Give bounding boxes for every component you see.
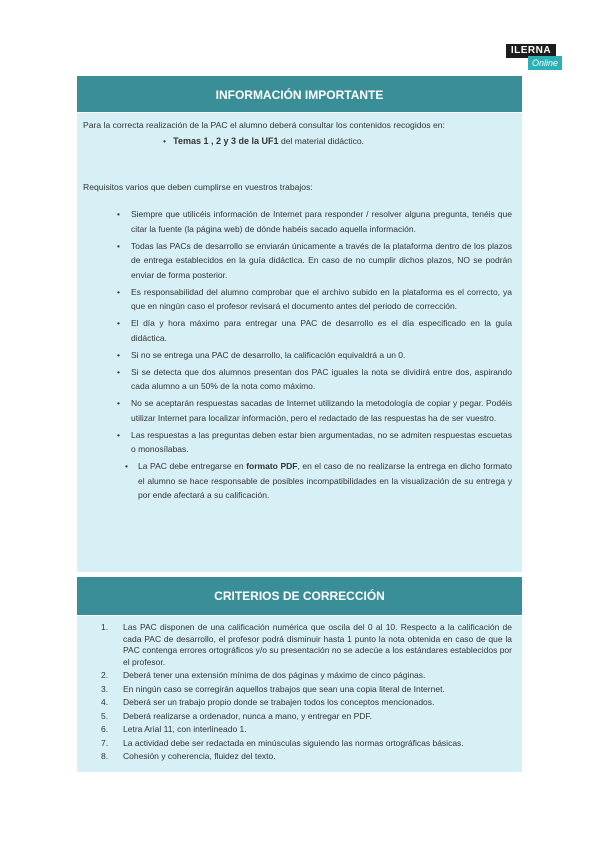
criterio-item (83, 751, 516, 763)
criterio-text: Deberá realizarse a ordenador, nunca a mano, y entregar en PDF. (123, 710, 373, 721)
temas-bold: Temas 1 , 2 y 3 de la UF1 (173, 136, 279, 146)
bullet: • (117, 349, 120, 360)
criterio-item (83, 670, 516, 682)
bullet: • (117, 366, 120, 377)
requisitos-list (83, 207, 516, 503)
pdf-text-bold: formato PDF (246, 461, 298, 471)
criterio-text: La actividad debe ser redactada en minúsculas siguiendo las normas ortográficas básicas. (123, 737, 464, 748)
criterios-section-body (77, 616, 522, 772)
criterio-item (83, 738, 516, 750)
criterio-number: 6. (101, 724, 109, 734)
info-intro: Para la correcta realización de la PAC el alumno deberá consultar los contenidos recogidos en: (83, 120, 445, 130)
list-item-text: El día y hora máximo para entregar una PAC de desarrollo es el día especificado en la guía didáctica. (131, 318, 512, 343)
list-item (83, 285, 516, 314)
criterio-text: Cohesión y coherencia, fluidez del texto. (123, 751, 276, 761)
list-item-text: Siempre que utilicéis información de Internet para responder / resolver alguna pregunta, tenéis que citar la fuente (la página web) de dónde habéis sacado aquella información. (131, 209, 512, 234)
list-item-text: Las respuestas a las preguntas deben estar bien argumentadas, no se admiten respuestas escuetas o monosílabas. (131, 429, 512, 454)
list-item (83, 396, 516, 425)
list-item-text: Es responsabilidad del alumno comprobar que el archivo subido en la plataforma es el correcto, ya que en ningún caso el profesor revisará el documento antes del periodo de corrección. (131, 286, 512, 311)
criterio-item (83, 697, 516, 709)
criterio-number: 1. (101, 622, 109, 632)
criterio-item (83, 711, 516, 723)
requisitos-heading: Requisitos varios que deben cumplirse en vuestros trabajos: (83, 182, 313, 192)
criterio-number: 4. (101, 697, 109, 707)
list-item-pdf (83, 459, 516, 503)
criterio-number: 8. (101, 751, 109, 761)
pdf-text-pre: La PAC debe entregarse en (138, 461, 247, 471)
criterio-number: 7. (101, 737, 109, 748)
criterio-text: Deberá tener una extensión mínima de dos páginas y máximo de cinco páginas. (123, 670, 426, 680)
list-item-text: Si no se entrega una PAC de desarrollo, la calificación equivaldrá a un 0. (131, 349, 406, 360)
list-item (83, 348, 516, 363)
info-section-title: INFORMACIÓN IMPORTANTE (77, 76, 522, 112)
ilerna-logo (506, 44, 556, 70)
bullet: • (117, 398, 120, 408)
list-item-text: Si se detecta que dos alumnos presentan dos PAC iguales la nota se dividirá entre dos, aspirando cada alumno a un 50% de la nota como máximo. (131, 366, 512, 391)
criterio-text: Las PAC disponen de una calificación numérica que oscila del 0 al 10. Respecto a la calificación de cada PAC de desarrollo, el profesor podrá disminuir hasta 1 punto la nota obtenida en caso de que la PAC contenga errores ortográficos y/o su presentación no se adecúe a los estándares establecidos por el profesor. (123, 622, 512, 667)
criterio-item (83, 622, 516, 668)
criterio-number: 2. (101, 670, 109, 680)
criterio-item (83, 724, 516, 736)
bullet: • (117, 286, 120, 297)
criterio-number: 3. (101, 683, 109, 694)
criterios-section-title: CRITERIOS DE CORRECCIÓN (77, 577, 522, 615)
criterio-text: En ningún caso se corregirán aquellos trabajos que sean una copia literal de Internet. (123, 683, 445, 694)
info-section-body (77, 113, 522, 572)
criterio-text: Deberá ser un trabajo propio donde se trabajen todos los conceptos mencionados. (123, 697, 435, 707)
list-item (83, 239, 516, 283)
logo-top-text: ILERNA (506, 44, 556, 58)
bullet: • (125, 461, 128, 471)
list-item (83, 428, 516, 457)
list-item (83, 207, 516, 236)
temas-rest: del material didáctico. (278, 136, 365, 146)
list-item (83, 365, 516, 394)
bullet: • (117, 318, 120, 328)
bullet: • (117, 209, 120, 219)
logo-bottom-text: Online (528, 56, 562, 70)
bullet: • (117, 429, 120, 440)
temas-bullet: • (163, 136, 174, 146)
temas-line (163, 135, 516, 147)
pdf-text-post: , en el caso de no realizarse la entrega en dicho formato el alumno se hace responsable de posibles incompatibilidades en la visualización de su entrega y por ende afectará a su calificación. (138, 461, 513, 500)
list-item (83, 316, 516, 345)
list-item-text: No se aceptarán respuestas sacadas de Internet utilizando la metodología de copiar y pegar. Podéis utilizar Internet para localizar información, pero el redactado de las respuestas ha de ser vuestro. (131, 398, 512, 423)
bullet: • (117, 240, 120, 251)
criterio-number: 5. (101, 710, 109, 721)
list-item-text: Todas las PACs de desarrollo se enviarán únicamente a través de la plataforma dentro de los plazos de entrega establecidos en la guía didáctica. En caso de no cumplir dichos plazos, NO se podrán enviar de forma posterior. (131, 240, 512, 280)
criterio-text: Letra Arial 11, con interlineado 1. (123, 724, 247, 734)
criterio-item (83, 684, 516, 696)
criterios-list (83, 622, 516, 763)
